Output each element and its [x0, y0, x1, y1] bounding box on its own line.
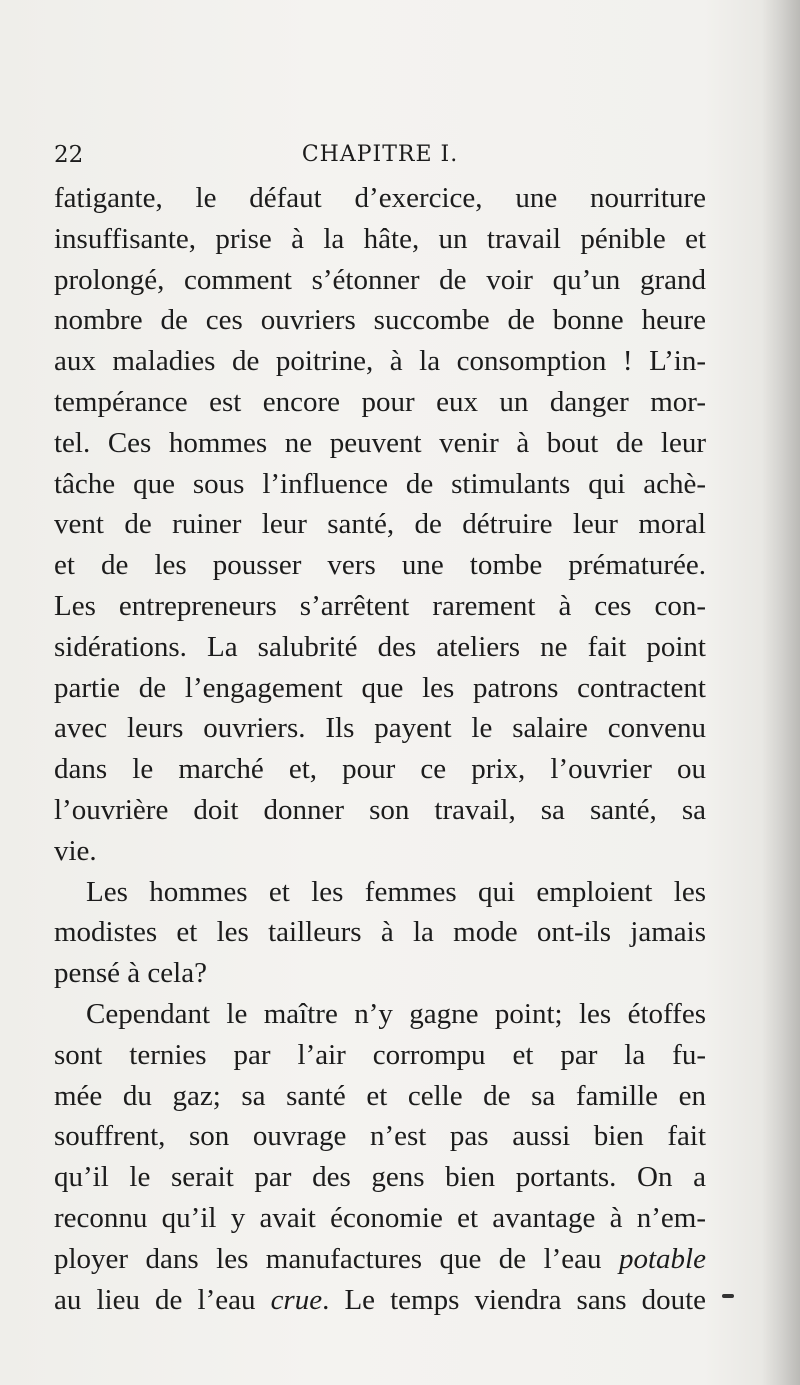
italic-word: crue [270, 1283, 323, 1316]
text-line: et de les pousser vers une tombe prématurée. [54, 549, 706, 582]
text-line: qu’il le serait par des gens bien portants. On a [54, 1161, 706, 1194]
text-line: pensé à cela? [54, 957, 207, 990]
text-line: Cependant le maître n’y gagne point; les étoffes [86, 997, 706, 1030]
text-line: insuffisante, prise à la hâte, un travail pénible et [54, 222, 706, 255]
text-segment: . Le temps viendra sans doute [322, 1283, 706, 1316]
running-head: CHAPITRE I. [301, 142, 459, 167]
text-segment: au lieu de l’eau [54, 1283, 271, 1316]
text-line: prolongé, comment s’étonner de voir qu’un grand [54, 263, 706, 296]
text-line: modistes et les tailleurs à la mode ont-ils jamais [54, 916, 706, 949]
page-header [54, 138, 706, 172]
italic-word: potable [619, 1242, 706, 1275]
text-line: mée du gaz; sa santé et celle de sa famille en [54, 1079, 706, 1112]
text-line: sidérations. La salubrité des ateliers ne fait point [54, 630, 706, 663]
text-line: vie. [54, 834, 97, 867]
text-line: reconnu qu’il y avait économie et avantage à n’em- [54, 1201, 706, 1234]
text-line: souffrent, son ouvrage n’est pas aussi bien fait [54, 1120, 706, 1153]
body-text [54, 178, 706, 1320]
text-line: l’ouvrière doit donner son travail, sa santé, sa [54, 793, 706, 826]
text-line: Les entrepreneurs s’arrêtent rarement à ces con- [54, 589, 706, 622]
text-line: partie de l’engagement que les patrons contractent [54, 671, 706, 704]
text-line: tel. Ces hommes ne peuvent venir à bout de leur [54, 426, 706, 459]
page-number: 22 [54, 142, 84, 168]
text-line [54, 1239, 706, 1280]
text-line: Les hommes et les femmes qui emploient les [86, 875, 706, 908]
text-segment: ployer dans les manufactures que de l’eau [54, 1242, 619, 1275]
text-line: nombre de ces ouvriers succombe de bonne heure [54, 304, 706, 337]
text-line: aux maladies de poitrine, à la consomption ! L’in- [54, 345, 706, 378]
text-line: dans le marché et, pour ce prix, l’ouvrier ou [54, 753, 706, 786]
text-line: tâche que sous l’influence de stimulants qui achè- [54, 467, 706, 500]
text-line: avec leurs ouvriers. Ils payent le salaire convenu [54, 712, 706, 745]
text-line: vent de ruiner leur santé, de détruire leur moral [54, 508, 706, 541]
margin-mark [722, 1294, 734, 1298]
text-line: fatigante, le défaut d’exercice, une nourriture [54, 182, 706, 214]
text-line: tempérance est encore pour eux un danger mor- [54, 385, 706, 418]
spine-shadow [762, 0, 800, 1385]
text-line: sont ternies par l’air corrompu et par la fu- [54, 1038, 706, 1071]
text-line [54, 1280, 706, 1321]
